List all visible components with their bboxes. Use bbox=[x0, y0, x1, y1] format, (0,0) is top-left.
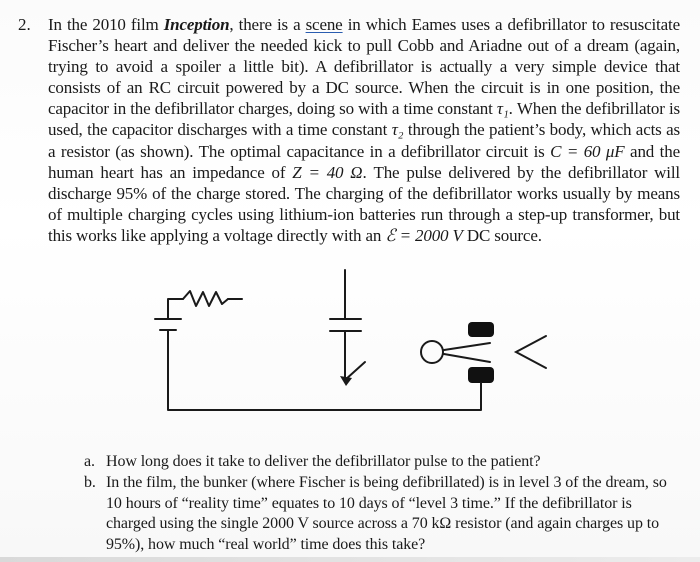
resistor-icon bbox=[183, 291, 228, 306]
wire-left-top bbox=[168, 299, 183, 318]
subquestion-b bbox=[84, 473, 676, 555]
switch-arrow-icon bbox=[340, 376, 352, 386]
scene-link[interactable]: scene bbox=[305, 15, 343, 34]
paddle-lead-top bbox=[444, 343, 490, 350]
subquestion-letter: b. bbox=[84, 474, 96, 491]
statement-text: in which Eames uses a defibrillator to resuscitate Fischer’s heart and deliver the needed kick to pull Cobb and Ariadne out of a dream (again, trying to avoid a spoiler a little bit). A defibrillator is actually a very simple device that consists of an RC circuit powered by a DC source. When the circuit is in one position, the capacitor in the defibrillator charges, doing so with a time constant bbox=[48, 15, 680, 119]
tau2-symbol: τ₂ bbox=[391, 120, 404, 140]
switch-blade bbox=[345, 362, 365, 380]
problem-statement bbox=[48, 14, 680, 246]
impedance-expression: Z = 40 Ω bbox=[292, 162, 363, 182]
subquestion-letter: a. bbox=[84, 453, 95, 470]
patient-node-icon bbox=[421, 341, 443, 363]
statement-text: , there is a bbox=[229, 15, 306, 34]
subquestion-text: How long does it take to deliver the defibrillator pulse to the patient? bbox=[106, 453, 541, 470]
page-bottom-edge bbox=[0, 557, 700, 562]
film-title: Inception bbox=[163, 15, 230, 34]
paddle-lead-bottom bbox=[444, 354, 490, 362]
statement-text: . The pulse delivered by the defibrillator will discharge 95% of the charge stored. The charging of the defibrillator works usually by means of multiple charging cycles using lithium-ion batteries run through a step-up transformer, but this works like applying a voltage directly with an bbox=[48, 162, 680, 245]
chevron-left-icon bbox=[516, 336, 546, 368]
statement-text: . When the defibrillator is used, the capacitor discharges with a time constant bbox=[48, 99, 680, 140]
statement-text: and the human heart has an impedance of bbox=[48, 141, 680, 182]
paddle-top bbox=[468, 322, 494, 337]
tau1-symbol: τ₁ bbox=[496, 99, 509, 119]
statement-text: In the 2010 film bbox=[48, 15, 164, 34]
subquestion-text: In the film, the bunker (where Fischer is being defibrillated) is in level 3 of the dream, so 10 hours of “reality time” equates to 10 days of “level 3 time.” If the defibrillator is charged using the single 2000 V source across a 70 kΩ resistor (and again charges up to 95%), how much “real world” time does this take? bbox=[106, 474, 667, 553]
capacitance-expression: C = 60 μF bbox=[550, 141, 625, 161]
subquestion-a bbox=[84, 452, 676, 473]
statement-text: DC source. bbox=[462, 225, 542, 245]
problem-number: 2. bbox=[18, 15, 31, 34]
paddle-bottom bbox=[468, 367, 494, 383]
statement-text: through the patient’s body, which acts as a resistor (as shown). The optimal capacitance in a defibrillator circuit is bbox=[48, 120, 680, 161]
emf-expression: ℰ = 2000 V bbox=[385, 225, 463, 245]
wire-outer-loop bbox=[168, 340, 481, 410]
